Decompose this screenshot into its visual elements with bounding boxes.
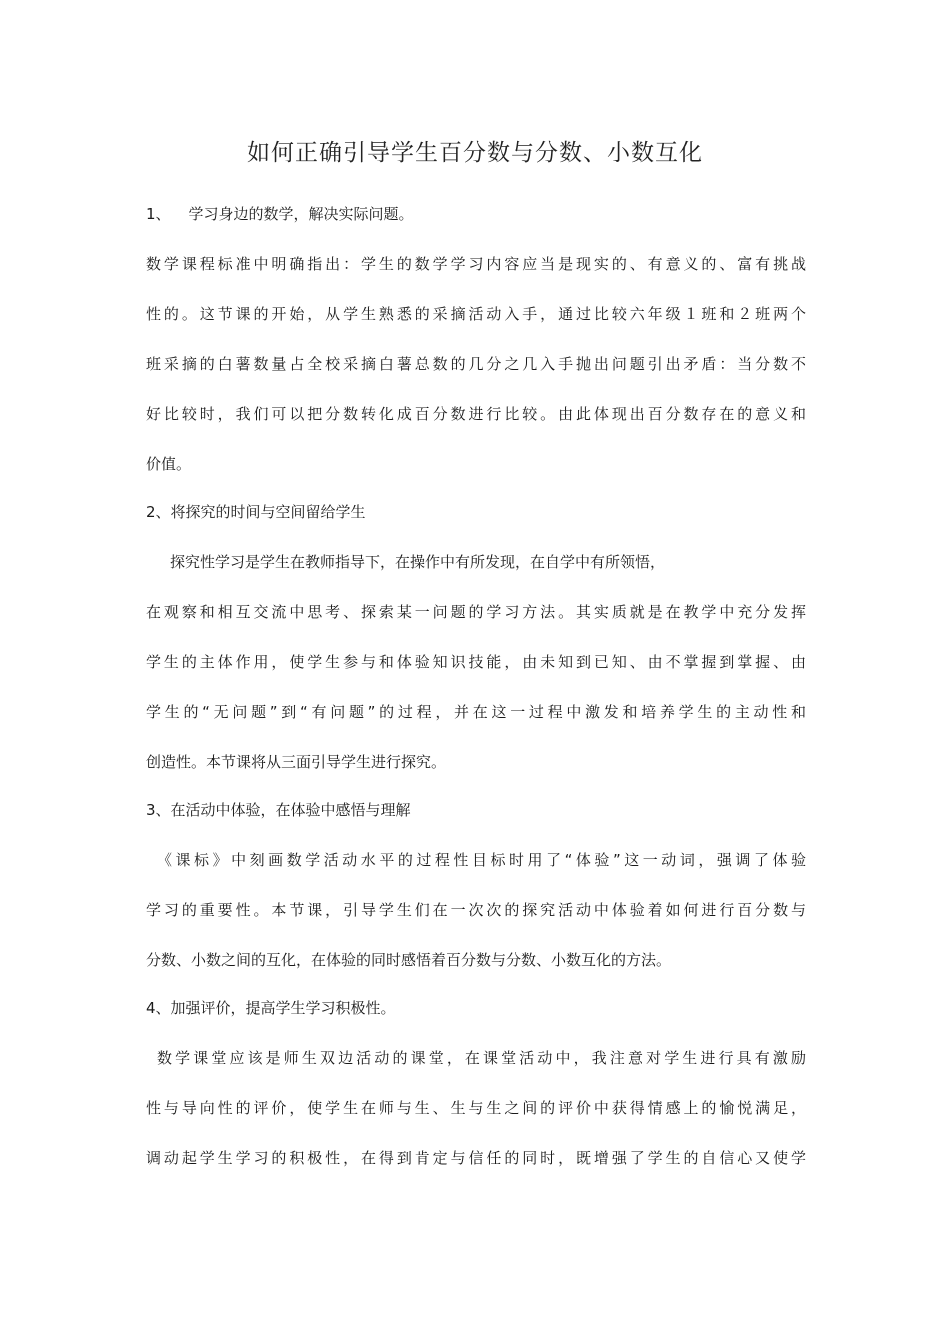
section-1-line: 好比较时，我们可以把分数转化成百分数进行比较。由此体现出百分数存在的意义和: [146, 405, 806, 423]
section-2-line: 学生的主体作用，使学生参与和体验知识技能，由未知到已知、由不掌握到掌握、由: [146, 653, 806, 671]
section-4-line: 调动起学生学习的积极性，在得到肯定与信任的同时，既增强了学生的自信心又使学: [146, 1149, 806, 1167]
section-1-line: 价值。: [146, 455, 192, 473]
section-3-heading: 3、在活动中体验，在体验中感悟与理解: [146, 801, 411, 819]
section-1-line: 性的。这节课的开始，从学生熟悉的采摘活动入手，通过比较六年级１班和２班两个: [146, 305, 806, 323]
section-4-line: 性与导向性的评价，使学生在师与生、生与生之间的评价中获得情感上的愉悦满足，: [146, 1099, 806, 1117]
section-1-number: 1、: [146, 205, 171, 223]
section-3-line: 学习的重要性。本节课，引导学生们在一次次的探究活动中体验着如何进行百分数与: [146, 901, 806, 919]
section-1-line: 数学课程标准中明确指出：学生的数学学习内容应当是现实的、有意义的、富有挑战: [146, 255, 806, 273]
section-1-heading-text: 学习身边的数学，解决实际问题。: [188, 205, 414, 223]
section-2-line: 探究性学习是学生在教师指导下，在操作中有所发现，在自学中有所领悟，: [170, 553, 666, 571]
document-title: 如何正确引导学生百分数与分数、小数互化: [247, 140, 703, 166]
section-4-heading: 4、加强评价，提高学生学习积极性。: [146, 999, 396, 1017]
section-2-line: 在观察和相互交流中思考、探索某一问题的学习方法。其实质就是在教学中充分发挥: [146, 603, 806, 621]
section-3-line: 分数、小数之间的互化，在体验的同时感悟着百分数与分数、小数互化的方法。: [146, 951, 672, 969]
section-2-line: 学生的“无问题”到“有问题”的过程，并在这一过程中激发和培养学生的主动性和: [146, 703, 806, 721]
section-4-line: 数学课堂应该是师生双边活动的课堂，在课堂活动中，我注意对学生进行具有激励: [157, 1049, 806, 1067]
section-3-line: 《课标》中刻画数学活动水平的过程性目标时用了“体验”这一动词，强调了体验: [157, 851, 806, 869]
section-1-heading: [146, 203, 806, 225]
section-2-heading: 2、将探究的时间与空间留给学生: [146, 503, 366, 521]
section-2-line: 创造性。本节课将从三面引导学生进行探究。: [146, 753, 447, 771]
section-1-line: 班采摘的白薯数量占全校采摘白薯总数的几分之几入手抛出问题引出矛盾：当分数不: [146, 355, 806, 373]
